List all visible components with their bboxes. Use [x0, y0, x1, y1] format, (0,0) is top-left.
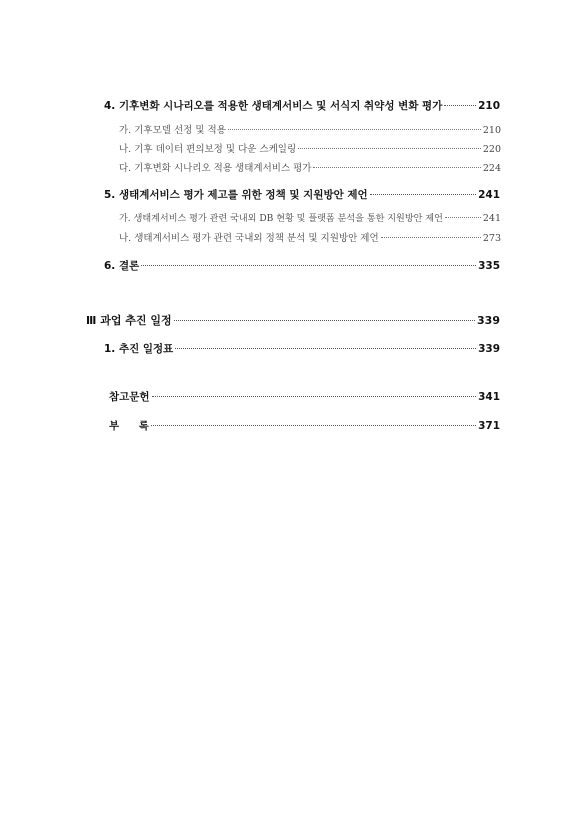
- leader-dots: [370, 194, 476, 195]
- toc-page-number: 241: [478, 189, 500, 201]
- toc-page-number: 371: [478, 420, 500, 432]
- toc-page-number: 339: [478, 343, 500, 355]
- leader-dots: [174, 320, 475, 321]
- toc-chapter-3[interactable]: [86, 312, 500, 328]
- toc-entry-label: 나. 기후 데이터 편의보정 및 다운 스케일링: [119, 144, 297, 155]
- leader-dots: [228, 129, 481, 130]
- leader-dots: [298, 148, 481, 149]
- leader-dots: [381, 237, 481, 238]
- leader-dots: [151, 425, 476, 426]
- toc-entry-label: 부 록: [109, 420, 149, 432]
- toc-entry-label: 5. 생태계서비스 평가 제고를 위한 정책 및 지원방안 제언: [104, 189, 368, 201]
- toc-entry-label: 나. 생태계서비스 평가 관련 국내외 정책 분석 및 지원방안 제언: [119, 233, 379, 244]
- toc-entry-4-da[interactable]: [119, 160, 501, 174]
- toc-page-number: 335: [478, 260, 500, 272]
- toc-entry-4-ga[interactable]: [119, 122, 501, 136]
- toc-entry-label: 4. 기후변화 시나리오를 적용한 생태계서비스 및 서식지 취약성 변화 평가: [104, 100, 443, 112]
- toc-references[interactable]: [109, 389, 500, 404]
- toc-entry-label: 가. 생태계서비스 평가 관련 국내외 DB 현황 및 플랫폼 분석을 통한 지원방안 제언: [119, 214, 443, 224]
- toc-entry-label: 가. 기후모델 선정 및 적용: [119, 125, 226, 136]
- toc-entry-5[interactable]: [104, 187, 500, 202]
- toc-page-number: 273: [482, 233, 501, 244]
- toc-entry-5-ga[interactable]: [119, 211, 501, 224]
- toc-entry-label: 6. 결론: [104, 260, 140, 272]
- toc-page-number: 210: [482, 125, 501, 136]
- leader-dots: [152, 396, 477, 397]
- toc-page-number: 210: [478, 100, 500, 112]
- toc-entry-label: 다. 기후변화 시나리오 적용 생태계서비스 평가: [119, 163, 312, 174]
- toc-page-number: 220: [482, 144, 501, 155]
- toc-page-number: 341: [478, 391, 500, 403]
- toc-entry-label: Ⅲ 과업 추진 일정: [86, 314, 172, 327]
- leader-dots: [175, 348, 476, 349]
- leader-dots: [445, 217, 481, 218]
- toc-entry-5-na[interactable]: [119, 230, 501, 244]
- toc-entry-label: 1. 추진 일정표: [104, 343, 174, 355]
- toc-page-number: 339: [477, 314, 500, 327]
- toc-entry-6[interactable]: [104, 258, 500, 273]
- toc-entry-4[interactable]: [104, 98, 500, 113]
- leader-dots: [444, 105, 476, 106]
- toc-entry-label: 참고문헌: [109, 391, 150, 403]
- leader-dots: [313, 167, 480, 168]
- toc-page-number: 241: [482, 213, 501, 224]
- toc-entry-3-1[interactable]: [104, 341, 500, 356]
- toc-page-number: 224: [482, 163, 501, 174]
- toc-appendix[interactable]: [109, 418, 500, 433]
- leader-dots: [141, 265, 476, 266]
- toc-entry-4-na[interactable]: [119, 141, 501, 155]
